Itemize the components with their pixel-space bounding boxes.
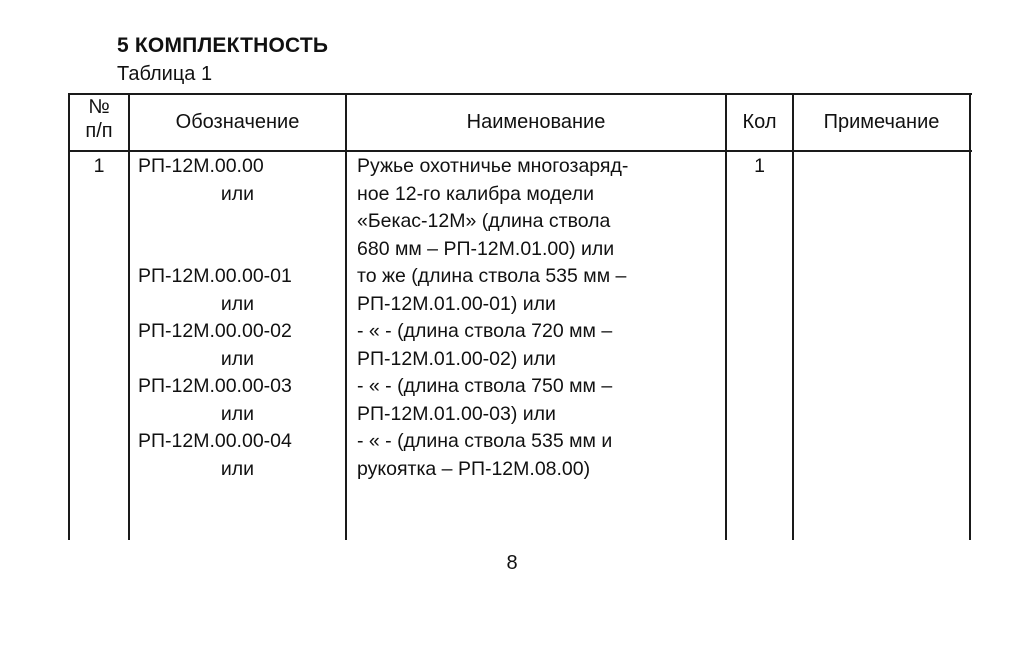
row-number: 1 <box>93 155 105 177</box>
name-line: 680 мм – РП-12М.01.00) или <box>357 237 615 260</box>
designation-line: РП-12М.00.00-01 <box>138 265 292 287</box>
designation-line: РП-12М.00.00 <box>138 155 264 177</box>
name-line: - « - (длина ствола 535 мм и <box>357 430 613 452</box>
section-title: 5 КОМПЛЕКТНОСТЬ <box>117 34 329 57</box>
name-line: РП-12М.01.00-03) или <box>357 402 556 425</box>
table-top-border <box>68 93 972 95</box>
column-divider-4 <box>792 93 794 540</box>
header-number-line2: п/п <box>85 120 113 142</box>
table-right-border <box>969 93 971 540</box>
column-divider-2 <box>345 93 347 540</box>
header-quantity: Кол <box>742 111 777 133</box>
name-line: Ружье охотничье многозаряд- <box>357 155 629 177</box>
header-designation: Обозначение <box>175 111 300 133</box>
designation-line: или <box>220 457 255 480</box>
header-number-line1: № <box>88 96 110 118</box>
table-caption: Таблица 1 <box>117 63 213 85</box>
designation-line: или <box>220 347 255 370</box>
designation-line: или <box>220 402 255 425</box>
designation-line: РП-12М.00.00-04 <box>138 430 292 452</box>
header-note: Примечание <box>823 111 940 133</box>
name-line: «Бекас-12М» (длина ствола <box>357 210 611 232</box>
name-line: ное 12-го калибра модели <box>357 182 595 205</box>
page-number: 8 <box>506 552 518 574</box>
row-quantity: 1 <box>754 155 765 177</box>
designation-line: РП-12М.00.00-02 <box>138 320 292 342</box>
name-line: РП-12М.01.00-02) или <box>357 347 556 370</box>
name-line: РП-12М.01.00-01) или <box>357 292 556 315</box>
designation-line: или <box>220 182 255 205</box>
name-line: то же (длина ствола 535 мм – <box>357 265 627 287</box>
name-line: - « - (длина ствола 750 мм – <box>357 375 613 397</box>
table-header-separator <box>68 150 972 152</box>
name-line: рукоятка – РП-12М.08.00) <box>357 457 591 480</box>
name-line: - « - (длина ствола 720 мм – <box>357 320 613 342</box>
header-name: Наименование <box>466 111 606 133</box>
designation-line: РП-12М.00.00-03 <box>138 375 292 397</box>
designation-line: или <box>220 292 255 315</box>
